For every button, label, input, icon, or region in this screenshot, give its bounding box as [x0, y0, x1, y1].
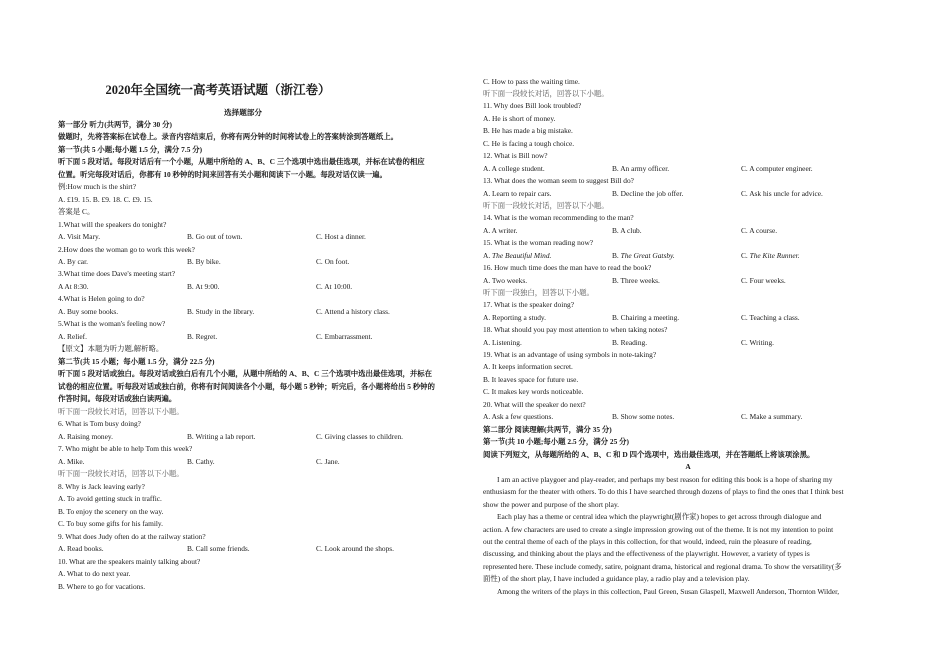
q14-option-b: B. A club.	[612, 226, 642, 235]
q7-option-a: A. Mike.	[58, 457, 85, 466]
question-12: 12. What is Bill now?	[483, 151, 548, 160]
section1-heading: 第一节(共 5 小题;每小题 1.5 分，满分 7.5 分)	[58, 145, 203, 154]
q15-option-a-title: The Beautiful Mind.	[492, 251, 552, 260]
passage-label: A	[685, 462, 691, 471]
q5-option-c: C. Embarrassment.	[316, 332, 373, 341]
part1-instruction: 做题时，先将答案标在试卷上。录音内容结束后，你将有两分钟的时间将试卷上的答案转涂到答题纸上。	[58, 132, 398, 141]
subtitle: 选择题部分	[224, 108, 262, 117]
q2-option-c: C. On foot.	[316, 257, 350, 266]
q13-option-c: C. Ask his uncle for advice.	[741, 189, 823, 198]
question-8: 8. Why is Jack leaving early?	[58, 482, 145, 491]
q3-option-b: B. At 9:00.	[187, 282, 220, 291]
question-7: 7. Who might be able to help Tom this week?	[58, 444, 193, 453]
q3-option-a: A At 8:30.	[58, 282, 89, 291]
q12-option-b: B. An army officer.	[612, 164, 670, 173]
question-13: 13. What does the woman seem to suggest Bill do?	[483, 176, 634, 185]
question-19: 19. What is an advantage of using symbols in note-taking?	[483, 350, 657, 359]
q20-option-b: B. Show some notes.	[612, 412, 675, 421]
q16-option-b: B. Three weeks.	[612, 276, 660, 285]
q1-option-b: B. Go out of town.	[187, 232, 243, 241]
q15-option-a: A. The Beautiful Mind.	[483, 251, 552, 260]
q19-option-c: C. It makes key words noticeable.	[483, 387, 584, 396]
q10-option-a: A. What to do next year.	[58, 569, 131, 578]
q9-option-b: B. Call some friends.	[187, 544, 250, 553]
question-2: 2.How does the woman go to work this week?	[58, 245, 195, 254]
q15-option-b-title: The Great Gatsby.	[620, 251, 675, 260]
q20-option-c: C. Make a summary.	[741, 412, 803, 421]
section2-instruction-2: 试卷的相应位置。听每段对话或独白前，你将有时间阅读各个小题，每小题 5 秒钟；听完后，各小题将给出 5 秒钟的	[58, 382, 435, 391]
q6-option-b: B. Writing a lab report.	[187, 432, 256, 441]
q18-option-c: C. Writing.	[741, 338, 775, 347]
q4-option-a: A. Buy some books.	[58, 307, 119, 316]
q11-option-b: B. He has made a big mistake.	[483, 126, 573, 135]
q19-option-b: B. It leaves space for future use.	[483, 375, 579, 384]
question-6: 6. What is Tom busy doing?	[58, 419, 141, 428]
q1-option-a: A. Visit Mary.	[58, 232, 101, 241]
question-16: 16. How much time does the man have to read the book?	[483, 263, 652, 272]
yuanwen-note: 【原文】本题为听力题,解析略。	[58, 344, 164, 353]
question-11: 11. Why does Bill look troubled?	[483, 101, 582, 110]
listen-note-4: 听下面一段较长对话，回答以下小题。	[483, 201, 609, 210]
passage-line: Among the writers of the plays in this collection, Paul Green, Susan Glaspell, Maxwell Anderson, Thornton Wilder,	[497, 587, 840, 596]
question-20: 20. What will the speaker do next?	[483, 400, 586, 409]
passage-line: I am an active playgoer and play-reader, and perhaps my best reason for editing this book is a hope of sharing my	[497, 475, 833, 484]
question-18: 18. What should you pay most attention to when taking notes?	[483, 325, 668, 334]
passage-line: enthusiasm for the theater with others. To do this I have searched through dozens of plays to find the ones that I think best	[483, 487, 844, 496]
q15-option-b: B. The Great Gatsby.	[612, 251, 675, 260]
q1-option-c: C. Host a dinner.	[316, 232, 366, 241]
q20-option-a: A. Ask a few questions.	[483, 412, 554, 421]
passage-line: discussing, and thinking about the plays and the effectiveness of the playwright. However, a variety of types is	[483, 549, 810, 558]
q18-option-b: B. Reading.	[612, 338, 648, 347]
section1-instruction-1: 听下面 5 段对话。每段对话后有一个小题，从题中所给的 A、B、C 三个选项中选出最佳选项，并标在试卷的相应	[58, 157, 425, 166]
q7-option-b: B. Cathy.	[187, 457, 215, 466]
q2-option-b: B. By bike.	[187, 257, 221, 266]
part2-instruction: 阅读下列短文，从每题所给的 A、B、C 和 D 四个选项中，选出最佳选项，并在答题纸上将该项涂黑。	[483, 450, 815, 459]
passage-line: action. A few characters are used to create a single impression growing out of the theme. It is not my intention to point	[483, 525, 834, 534]
q16-option-c: C. Four weeks.	[741, 276, 786, 285]
question-14: 14. What is the woman recommending to the man?	[483, 213, 634, 222]
q15-option-c-title: The Kite Runner.	[749, 251, 800, 260]
q11-option-c: C. He is facing a tough choice.	[483, 139, 575, 148]
part2-section1-heading: 第一节(共 10 小题;每小题 2.5 分，满分 25 分)	[483, 437, 629, 446]
q8-option-b: B. To enjoy the scenery on the way.	[58, 507, 164, 516]
q6-option-a: A. Raising money.	[58, 432, 113, 441]
q5-option-a: A. Relief.	[58, 332, 87, 341]
question-10: 10. What are the speakers mainly talking about?	[58, 557, 201, 566]
question-15: 15. What is the woman reading now?	[483, 238, 594, 247]
q10-option-c: C. How to pass the waiting time.	[483, 77, 580, 86]
q5-option-b: B. Regret.	[187, 332, 218, 341]
q12-option-c: C. A computer engineer.	[741, 164, 813, 173]
question-9: 9. What does Judy often do at the railway station?	[58, 532, 206, 541]
q2-option-a: A. By car.	[58, 257, 88, 266]
q17-option-b: B. Chairing a meeting.	[612, 313, 680, 322]
section1-instruction-2: 位置。听完每段对话后，你都有 10 秒钟的时间来回答有关小题和阅读下一小题。每段对话仅读一遍。	[58, 170, 387, 179]
q16-option-a: A. Two weeks.	[483, 276, 528, 285]
listen-note-1: 听下面一段较长对话，回答以下小题。	[58, 407, 184, 416]
q9-option-a: A. Read books.	[58, 544, 104, 553]
q8-option-a: A. To avoid getting stuck in traffic.	[58, 494, 162, 503]
passage-line: 面性) of the short play, I have included a guidance play, a radio play and a television play.	[483, 574, 750, 583]
q7-option-c: C. Jane.	[316, 457, 340, 466]
q6-option-c: C. Giving classes to children.	[316, 432, 404, 441]
q15-option-c: C. The Kite Runner.	[741, 251, 800, 260]
example-answer: 答案是 C。	[58, 207, 95, 216]
example-options: A. £19. 15. B. £9. 18. C. £9. 15.	[58, 195, 153, 204]
q19-option-a: A. It keeps information secret.	[483, 362, 573, 371]
q12-option-a: A. A college student.	[483, 164, 545, 173]
passage-line: Each play has a theme or central idea which the playwright(剧作家) hopes to get across through dialogue and	[497, 512, 822, 521]
q13-option-b: B. Decline the job offer.	[612, 189, 684, 198]
passage-line: show the power and purpose of the short play.	[483, 500, 620, 509]
q4-option-b: B. Study in the library.	[187, 307, 255, 316]
question-3: 3.What time does Dave's meeting start?	[58, 269, 176, 278]
listen-mono-note: 听下面一段独白，回答以下小题。	[483, 288, 594, 297]
section2-instruction-1: 听下面 5 段对话或独白。每段对话或独白后有几个小题，从题中所给的 A、B、C 三个选项中选出最佳选项，并标在	[58, 369, 433, 378]
q17-option-c: C. Teaching a class.	[741, 313, 800, 322]
listen-note-2: 听下面一段较长对话，回答以下小题。	[58, 469, 184, 478]
page-title: 2020年全国统一高考英语试题（浙江卷）	[105, 83, 331, 97]
q14-option-c: C. A course.	[741, 226, 778, 235]
section2-heading: 第二节(共 15 小题；每小题 1.5 分，满分 22.5 分)	[58, 357, 215, 366]
q3-option-c: C. At 10:00.	[316, 282, 353, 291]
q18-option-a: A. Listening.	[483, 338, 522, 347]
question-4: 4.What is Helen going to do?	[58, 294, 145, 303]
question-5: 5.What is the woman's feeling now?	[58, 319, 166, 328]
q9-option-c: C. Look around the shops.	[316, 544, 395, 553]
example-question: 例:How much is the shirt?	[58, 182, 137, 191]
q14-option-a: A. A writer.	[483, 226, 518, 235]
part2-heading: 第二部分 阅读理解(共两节，满分 35 分)	[483, 425, 612, 434]
listen-note-3: 听下面一段较长对话，回答以下小题。	[483, 89, 609, 98]
passage-line: represented here. These include comedy, satire, poignant drama, historical and regional drama. To show the versatility(多	[483, 562, 842, 571]
part1-heading: 第一部分 听力(共两节，满分 30 分)	[58, 120, 172, 129]
question-1: 1.What will the speakers do tonight?	[58, 220, 167, 229]
q17-option-a: A. Reporting a study.	[483, 313, 546, 322]
passage-line: out the central theme of each of the plays in this collection, for that would, indeed, ruin the pleasure of reading,	[483, 537, 812, 546]
q11-option-a: A. He is short of money.	[483, 114, 556, 123]
q13-option-a: A. Learn to repair cars.	[483, 189, 552, 198]
q4-option-c: C. Attend a history class.	[316, 307, 390, 316]
q8-option-c: C. To buy some gifts for his family.	[58, 519, 163, 528]
question-17: 17. What is the speaker doing?	[483, 300, 574, 309]
q10-option-b: B. Where to go for vacations.	[58, 582, 146, 591]
section2-instruction-3: 作答时间。每段对话或独白读两遍。	[58, 394, 177, 403]
